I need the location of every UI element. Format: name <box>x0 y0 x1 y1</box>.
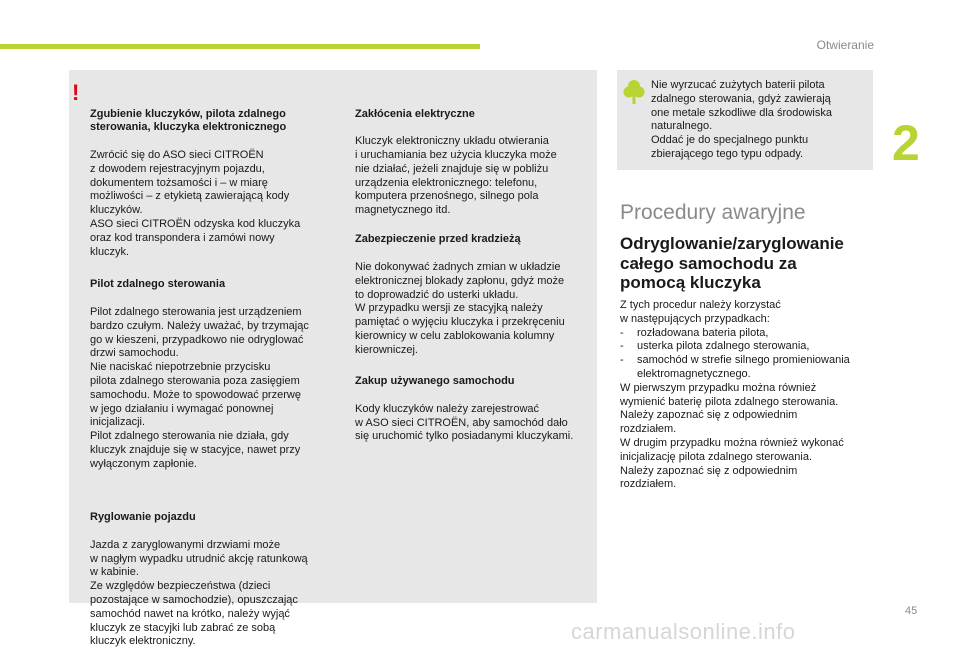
note-heading: Pilot zdalnego sterowania <box>90 278 226 291</box>
text-line: Należy zapoznać się z odpowiednim <box>620 464 798 477</box>
note-heading: Ryglowanie pojazdu <box>90 511 196 524</box>
list-item <box>620 327 890 341</box>
note-text: Nie dokonywać żadnych zmian w układzie elektronicznej blokady zapłonu, gdyż może to doprowadzić do usterki układu. W przypadku wersji ze stacyjką należy pamiętać o wyjęciu kluczyka i przekręceniu kierownicy w celu zablokowania kolumny kierowniczej. <box>355 260 565 356</box>
note-heading: Zakłócenia elektryczne <box>355 107 475 120</box>
text-line: rozdziałem. <box>620 478 677 491</box>
note-text: Jazda z zaryglowanymi drzwiami może w nagłym wypadku utrudnić akcję ratunkową w kabinie. Ze względów bezpieczeństwa (dzieci pozostające w samochodzie), opuszczając samochód nawet na krótko, należy wyjąć kluczyk ze stacyjki lub zabrać ze sobą kluczyk elektroniczny. <box>90 538 308 648</box>
note-text: Kluczyk elektroniczny układu otwierania i uruchamiania bez użycia kluczyka może nie działać, jeżeli znajduje się w pobliżu urządzenia elektronicznego: telefonu, komputera przenośnego, silnego pola magnetycznego itd. <box>355 135 557 217</box>
section-label: Otwieranie <box>816 38 874 52</box>
note-heading: Zabezpieczenie przed kradzieżą <box>355 233 521 246</box>
warning-left-column <box>90 80 335 649</box>
dash-marker: - <box>620 326 624 339</box>
chapter-number: 2 <box>892 115 920 171</box>
list-item-text: usterka pilota zdalnego sterowania, <box>637 340 810 353</box>
text-line: Należy zapoznać się z odpowiednim <box>620 409 798 422</box>
list-item-text: samochód w strefie silnego promieniowania elektromagnetycznego. <box>637 354 850 380</box>
tree-icon <box>623 79 645 105</box>
note-block <box>90 94 335 258</box>
note-block <box>355 94 595 217</box>
watermark: carmanualsonline.info <box>571 619 796 644</box>
note-text: Kody kluczyków należy zarejestrować w ASO sieci CITROËN, aby samochód dało się uruchomić tylko posiadanymi kluczykami. <box>355 402 574 443</box>
dash-marker: - <box>620 354 624 367</box>
dash-marker: - <box>620 340 624 353</box>
note-block <box>355 361 595 458</box>
text-line: w następujących przypadkach: <box>620 312 770 325</box>
accent-bar <box>0 44 480 49</box>
note-text: Pilot zdalnego sterowania jest urządzeniem bardzo czułym. Należy uważać, by trzymając go w kieszeni, przypadkowo nie odryglować drzwi samochodu. Nie naciskać niepotrzebnie przycisku pilota zdalnego sterowania poza zasięgiem samochodu. Może to spowodować przerwę w jego działaniu i wymagać ponownej inicjalizacji. Pilot zdalnego sterowania nie działa, gdy kluczyk znajduje się w stacyjce, nawet przy wyłączonym zapłonie. <box>90 305 309 470</box>
text-line: inicjalizację pilota zdalnego sterowania. <box>620 450 813 463</box>
list-item <box>620 340 890 354</box>
section-subtitle: Odryglowanie/zaryglowanie całego samochodu za pomocą kluczyka <box>620 234 844 292</box>
note-block <box>355 220 595 356</box>
page-number: 45 <box>905 605 918 617</box>
exclamation-icon: ! <box>72 80 80 105</box>
note-block <box>90 497 335 649</box>
section-title: Procedury awaryjne <box>620 201 806 224</box>
text-line: W drugim przypadku można również wykonać <box>620 436 844 449</box>
eco-note-text: Nie wyrzucać zużytych baterii pilota zdalnego sterowania, gdyż zawierają one metale szkodliwe dla środowiska naturalnego. Oddać je do specjalnego punktu zbierającego tego typu odpady. <box>651 79 832 160</box>
note-heading: Zakup używanego samochodu <box>355 375 515 388</box>
text-line: wymienić baterię pilota zdalnego sterowania. <box>620 395 839 408</box>
list-item-text: rozładowana bateria pilota, <box>637 326 769 339</box>
text-line: W pierwszym przypadku można również <box>620 381 817 394</box>
text-line: Z tych procedur należy korzystać <box>620 299 781 311</box>
text-line: rozdziałem. <box>620 423 677 436</box>
note-block <box>90 265 335 484</box>
note-heading: Zgubienie kluczyków, pilota zdalnego sterowania, kluczyka elektronicznego <box>90 107 287 134</box>
list-item <box>620 354 890 382</box>
note-text: Zwrócić się do ASO sieci CITROËN z dowodem rejestracyjnym pojazdu, dokumentem tożsamości i – w miarę możliwości – z etykietą zawierającą kody kluczyków. ASO sieci CITROËN odzyska kod kluczyka oraz kod transpondera i zamówi nowy kluczyk. <box>90 148 301 258</box>
procedure-text <box>620 299 890 492</box>
warning-mid-column <box>355 80 595 472</box>
